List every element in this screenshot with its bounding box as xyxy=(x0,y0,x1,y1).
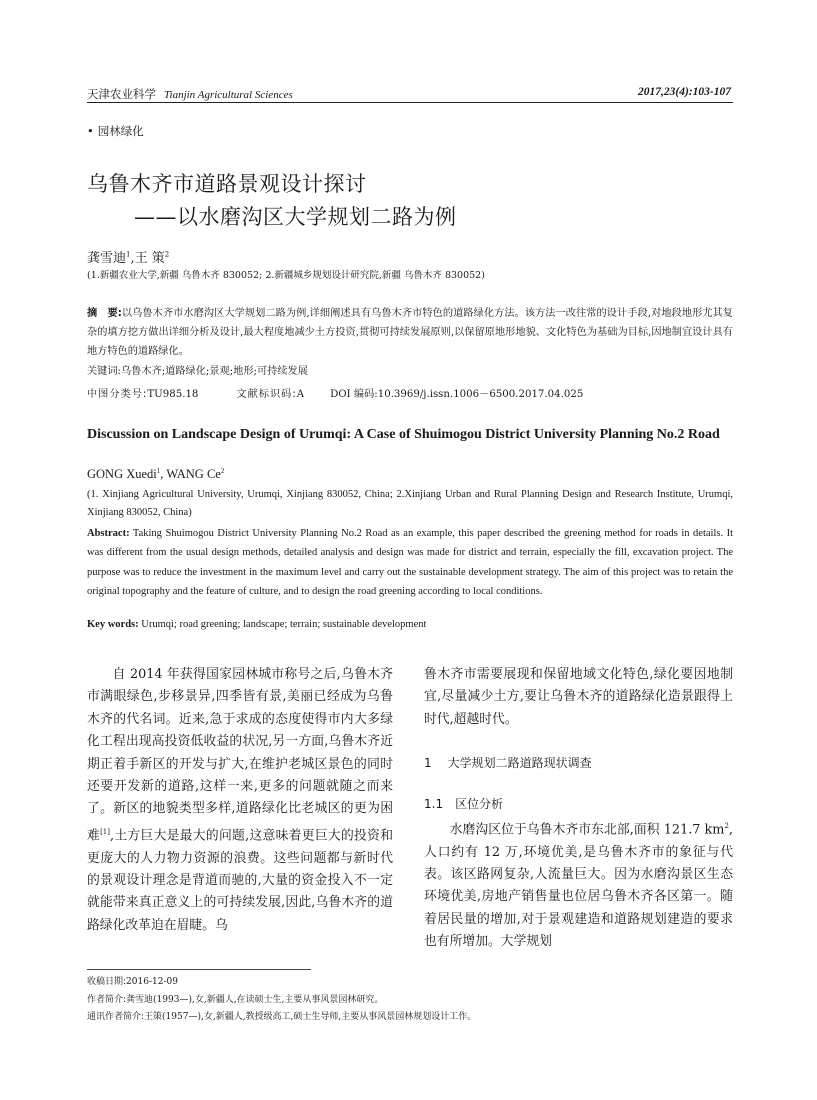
abstract-en xyxy=(87,524,733,601)
footnote-corresponding-author xyxy=(87,1009,476,1022)
abstract-en-text: Taking Shuimogou District University Planning No.2 Road as an example, this paper described the greening method for roads in details. It was different from the usual design methods, detailed analysis and design was made for district and terrain, especially the fill, excavation project. The purpose was to reduce the investment in the maximum level and carry out the sustainable development strategy. The aim of this project was to retain the original topography and the feature of culture, and to design the road greening according to local conditions. xyxy=(87,528,734,597)
body-text: ,人口约有 12 万,环境优美,是乌鲁木齐市的象征与代表。该区路网复杂,人流量巨大。因为水磨沟景区生态环境优美,房地产销售量也位居乌鲁木齐各区第一。随着居民量的增加,对于景观建造和道路规划建造的要求也有所增加。大学规划 xyxy=(424,822,733,950)
author-name-en: GONG Xuedi xyxy=(87,467,157,482)
keywords-en xyxy=(87,619,426,630)
running-header-citation: 2017,23(4):103-107 xyxy=(638,86,731,98)
doc-code-value: A xyxy=(296,389,305,400)
abstract-cn xyxy=(87,304,733,361)
section-number: 1 xyxy=(424,756,432,770)
clc-value: TU985.18 xyxy=(147,389,199,400)
journal-name-cn: 天津农业科学 xyxy=(87,87,156,101)
footnote-label: 收稿日期: xyxy=(87,977,127,987)
body-text: ,土方巨大是最大的问题,这意味着更巨大的投资和更庞大的人力物力资源的浪费。这些问题都与新时代的景观设计理念是背道而驰的,大量的资金投入不一定就能带来真正意义上的可持续发展,因此,乌鲁木齐的道路绿化改革迫在眉睫。乌 xyxy=(87,828,393,933)
doc-code-label: 文献标识码: xyxy=(236,389,297,400)
doi-label: DOI 编码: xyxy=(330,389,378,400)
header-divider xyxy=(87,102,733,103)
footnote-value: 2016-12-09 xyxy=(126,977,178,987)
footnote-author-bio xyxy=(87,992,383,1005)
section-heading-1-1 xyxy=(424,795,503,812)
bullet-icon: • xyxy=(87,124,94,138)
footnote-received xyxy=(87,974,178,987)
paper-subtitle: ——以水磨沟区大学规划二路为例 xyxy=(134,205,457,229)
author-name: 龚雪迪 xyxy=(87,251,127,266)
keywords-cn xyxy=(87,362,308,377)
footnote-divider xyxy=(87,969,311,970)
abstract-en-label: Abstract: xyxy=(87,528,130,539)
keywords-en-text: Urumqi; road greening; landscape; terrain; sustainable development xyxy=(141,619,427,630)
footnote-label: 通讯作者简介: xyxy=(87,1012,145,1022)
body-paragraph-intro xyxy=(87,664,393,937)
footnote-value: 龚雪迪(1993—),女,新疆人,在读硕士生,主要从事风景园林研究。 xyxy=(126,995,384,1005)
author-name-en: WANG Ce xyxy=(166,467,221,482)
author-affiliation-mark: 2 xyxy=(220,467,225,475)
footnote-value: 王策(1957—),女,新疆人,教授级高工,硕士生导师,主要从事风景园林规划设计工作。 xyxy=(144,1012,477,1022)
section-title: 大学规划二路道路现状调查 xyxy=(447,756,592,770)
affiliations-en: (1. Xinjiang Agricultural University, Urumqi, Xinjiang 830052, China; 2.Xinjiang Urban and Rural Planning Design and Research Institute, Urumqi, Xinjiang 830052, China) xyxy=(87,489,733,518)
doi-value: 10.3969/j.issn.1006－6500.2017.04.025 xyxy=(377,389,584,400)
journal-name-en: Tianjin Agricultural Sciences xyxy=(164,89,293,101)
column-tag-label: 园林绿化 xyxy=(97,124,144,138)
author-name: 王 策 xyxy=(134,251,165,266)
body-text: 水磨沟区位于乌鲁木齐市东北部,面积 121.7 km xyxy=(449,822,725,838)
keywords-en-label: Key words: xyxy=(87,619,139,630)
body-paragraph-continued: 鲁木齐市需要展现和保留地域文化特色,绿化要因地制宜,尽量减少土方,要让乌鲁木齐的道路绿化造景跟得上时代,超越时代。 xyxy=(424,667,733,727)
body-paragraph-location xyxy=(424,815,733,954)
keywords-cn-label: 关键词: xyxy=(87,366,121,377)
citation-ref: [1] xyxy=(100,827,110,836)
authors-cn: 龚雪迪$^1$,王 策$^2$ xyxy=(87,250,170,266)
abstract-cn-text: 以乌鲁木齐市水磨沟区大学规划二路为例,详细阐述具有乌鲁木齐市特色的道路绿化方法。该方法一改往常的设计手段,对地段地形尤其复杂的填方挖方做出详细分析及设计,最大程度地减少土方投资,贯彻可持续发展原则,以保留原地形地貌、文化特色为基础为目标,因地制宜设计具有地方特色的道路绿化。 xyxy=(87,308,733,357)
abstract-cn-label: 摘 要: xyxy=(87,308,122,319)
clc-label: 中图分类号: xyxy=(87,389,148,400)
author-affiliation-mark: 1 xyxy=(156,467,161,475)
author-affiliation-mark: 1 xyxy=(126,250,131,259)
authors-en: GONG Xuedi$^1$, WANG Ce$^2$ xyxy=(87,467,225,482)
column-tag xyxy=(87,123,144,139)
footnote-label: 作者简介: xyxy=(87,995,127,1005)
running-header-journal xyxy=(87,86,293,102)
section-title: 区位分析 xyxy=(455,797,504,811)
section-heading-1 xyxy=(424,754,592,771)
affiliations-cn: (1.新疆农业大学,新疆 乌鲁木齐 830052; 2.新疆城乡规划设计研究院,新疆 乌鲁木齐 830052) xyxy=(87,270,485,281)
section-number: 1.1 xyxy=(424,797,444,811)
body-text: 自 2014 年获得国家园林城市称号之后,乌鲁木齐市满眼绿色,步移景异,四季皆有景,美丽已经成为乌鲁木齐的代名词。近来,急于求成的态度使得市内大多绿化工程出现高投资低收益的状况,另一方面,乌鲁木齐近期正着手新区的开发与扩大,在维护老城区景色的同时还要开发新的道路,这样一来,更多的问题就随之而来了。新区的地貌类型多样,道路绿化比老城区的更为困难 xyxy=(87,667,393,844)
author-affiliation-mark: 2 xyxy=(164,250,170,259)
paper-title-en: Discussion on Landscape Design of Urumqi: A Case of Shuimogou District University Planning No.2 Road xyxy=(87,427,720,442)
keywords-cn-text: 乌鲁木齐;道路绿化;景观;地形;可持续发展 xyxy=(121,366,308,377)
classification-line xyxy=(87,385,583,400)
unit-exponent: 2 xyxy=(724,822,729,830)
paper-title: 乌鲁木齐市道路景观设计探讨 xyxy=(87,172,367,196)
